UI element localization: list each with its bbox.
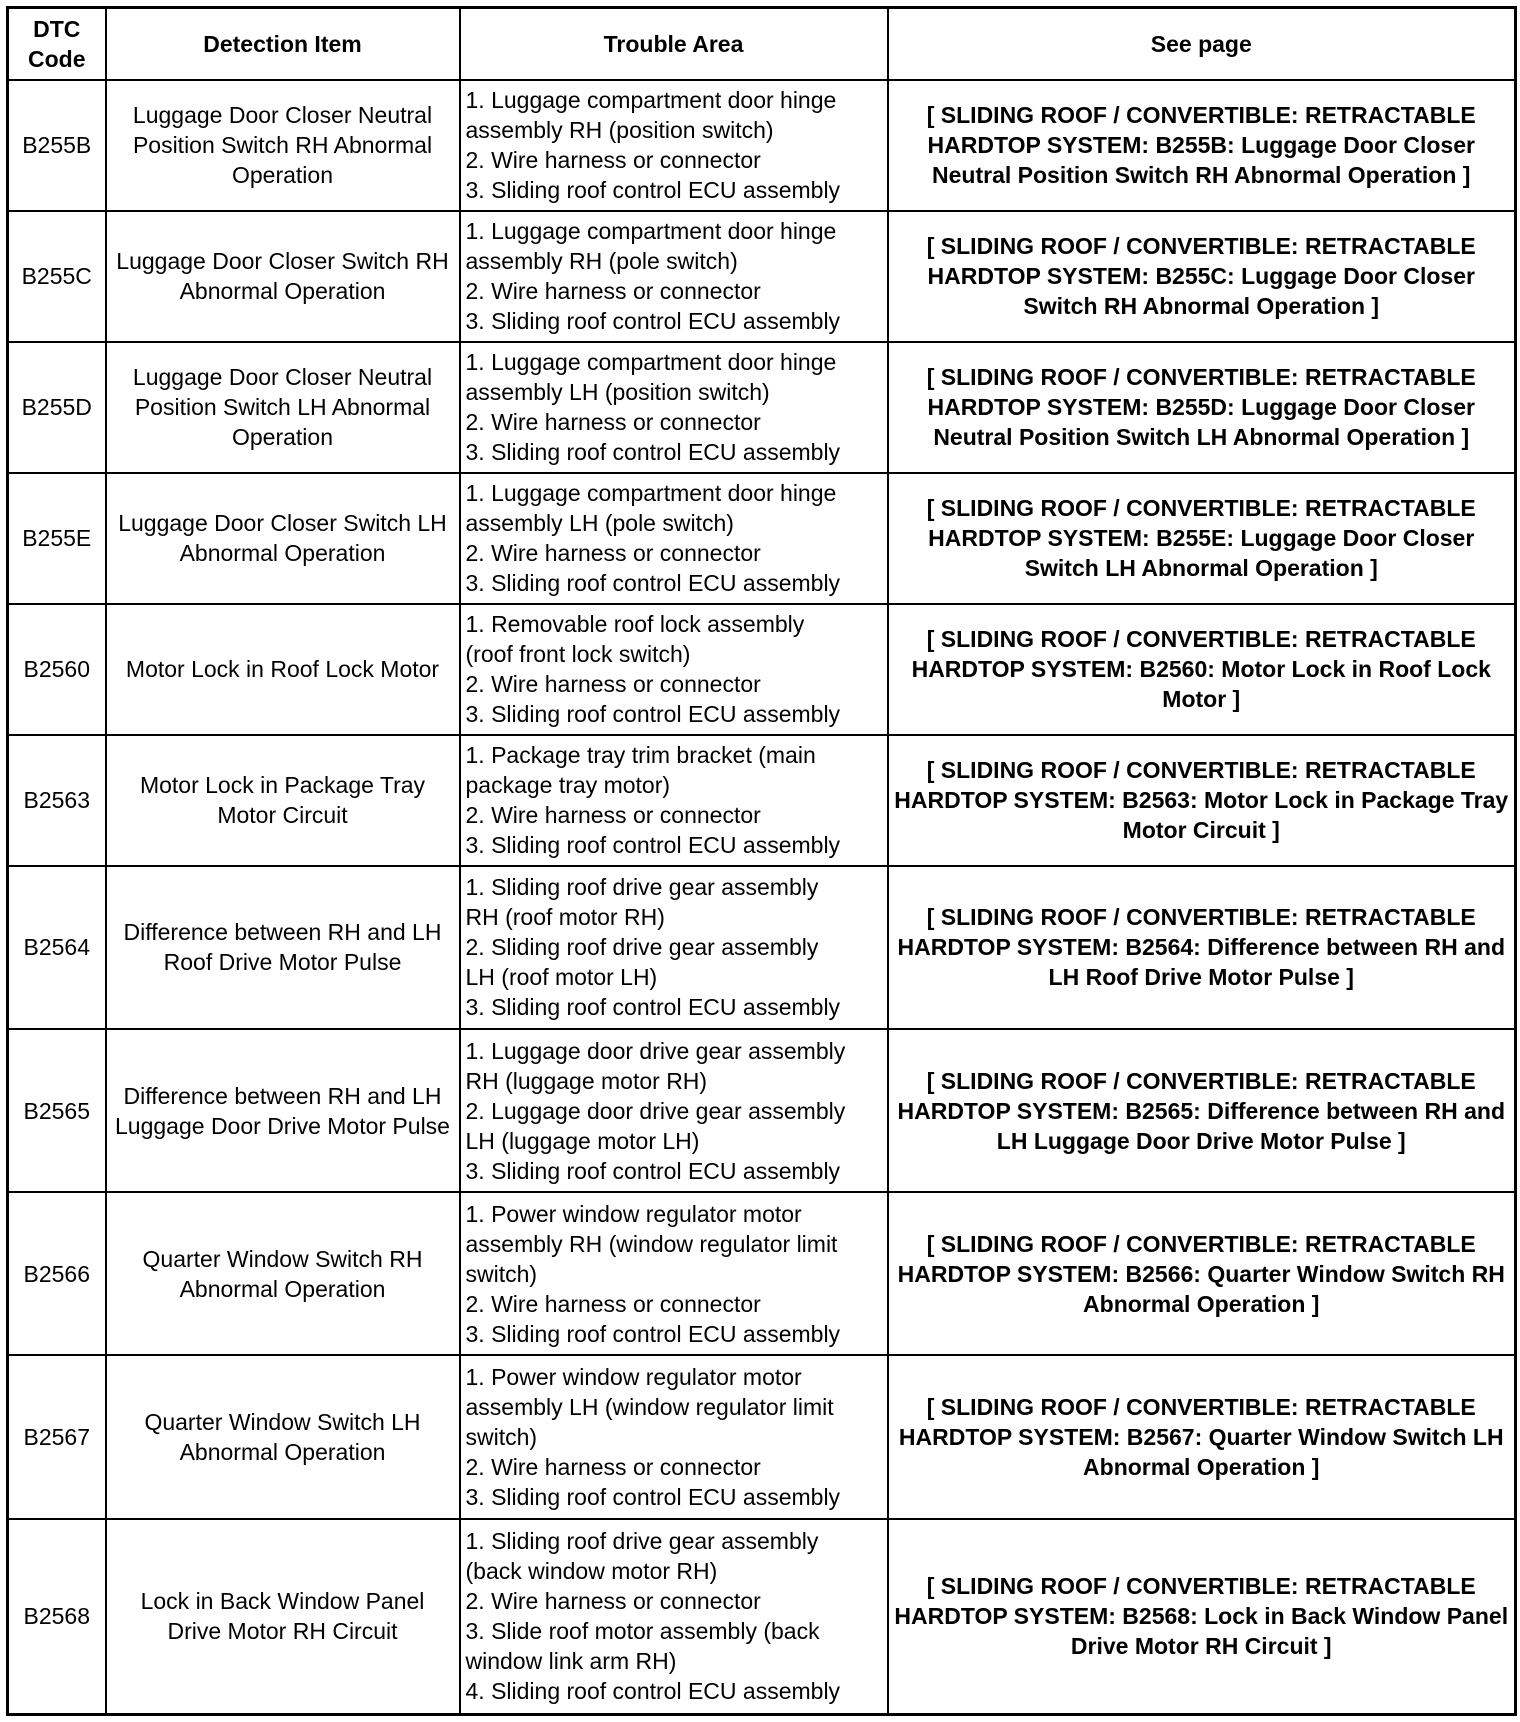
- trouble-area-cell: [460, 1519, 888, 1715]
- header-dtc-code: DTC Code: [8, 8, 106, 81]
- detection-item-cell: Luggage Door Closer Neutral Position Switch LH Abnormal Operation: [106, 342, 460, 473]
- trouble-area-line: 1. Removable roof lock assembly: [465, 611, 805, 638]
- dtc-code-cell: B2566: [8, 1192, 106, 1355]
- detection-item-cell: Motor Lock in Package Tray Motor Circuit: [106, 735, 460, 866]
- detection-item-cell: Luggage Door Closer Switch RH Abnormal Operation: [106, 211, 460, 342]
- trouble-area-line: 3. Sliding roof control ECU assembly: [465, 1157, 841, 1184]
- trouble-area-cell: [460, 211, 888, 342]
- trouble-area-line: assembly LH (pole switch): [465, 510, 734, 537]
- trouble-area-line: 1. Luggage compartment door hinge: [465, 87, 837, 114]
- table-row: [8, 1192, 1516, 1355]
- trouble-area-line: window link arm RH): [465, 1648, 677, 1675]
- trouble-area-line: 3. Sliding roof control ECU assembly: [465, 1320, 841, 1347]
- table-row: [8, 1519, 1516, 1715]
- trouble-area-line: 1. Power window regulator motor: [465, 1200, 802, 1227]
- detection-item-cell: Quarter Window Switch RH Abnormal Operation: [106, 1192, 460, 1355]
- trouble-area-cell: [460, 1192, 888, 1355]
- trouble-area-line: 1. Luggage compartment door hinge: [465, 480, 837, 507]
- trouble-area-line: 2. Wire harness or connector: [465, 409, 761, 436]
- trouble-area-line: 3. Sliding roof control ECU assembly: [465, 570, 841, 597]
- detection-item-cell: Difference between RH and LH Roof Drive Motor Pulse: [106, 866, 460, 1029]
- see-page-link[interactable]: [ SLIDING ROOF / CONVERTIBLE: RETRACTABLE HARDTOP SYSTEM: B2568: Lock in Back Window Panel Drive Motor RH Circuit ]: [888, 1519, 1516, 1715]
- header-detection-item: Detection Item: [106, 8, 460, 81]
- trouble-area-line: 2. Wire harness or connector: [465, 540, 761, 567]
- table-row: [8, 735, 1516, 866]
- trouble-area-line: 3. Sliding roof control ECU assembly: [465, 994, 841, 1021]
- dtc-table: [6, 6, 1517, 1716]
- table-row: [8, 1355, 1516, 1518]
- see-page-link[interactable]: [ SLIDING ROOF / CONVERTIBLE: RETRACTABLE HARDTOP SYSTEM: B255E: Luggage Door Closer Switch LH Abnormal Operation ]: [888, 473, 1516, 604]
- trouble-area-line: 3. Sliding roof control ECU assembly: [465, 832, 841, 859]
- trouble-area-line: switch): [465, 1423, 538, 1450]
- trouble-area-line: 2. Sliding roof drive gear assembly: [465, 934, 819, 961]
- see-page-link[interactable]: [ SLIDING ROOF / CONVERTIBLE: RETRACTABLE HARDTOP SYSTEM: B255B: Luggage Door Closer Neutral Position Switch RH Abnormal Operation ]: [888, 80, 1516, 211]
- trouble-area-line: assembly LH (position switch): [465, 379, 770, 406]
- trouble-area-line: 3. Sliding roof control ECU assembly: [465, 701, 841, 728]
- trouble-area-line: 1. Power window regulator motor: [465, 1363, 802, 1390]
- table-row: [8, 80, 1516, 211]
- trouble-area-line: assembly RH (pole switch): [465, 248, 738, 275]
- trouble-area-line: 3. Slide roof motor assembly (back: [465, 1618, 820, 1645]
- see-page-link[interactable]: [ SLIDING ROOF / CONVERTIBLE: RETRACTABLE HARDTOP SYSTEM: B2565: Difference between RH and LH Luggage Door Drive Motor Pulse ]: [888, 1029, 1516, 1192]
- trouble-area-cell: [460, 80, 888, 211]
- header-trouble-area: Trouble Area: [460, 8, 888, 81]
- dtc-code-cell: B2560: [8, 604, 106, 735]
- detection-item-cell: Quarter Window Switch LH Abnormal Operation: [106, 1355, 460, 1518]
- trouble-area-line: 1. Package tray trim bracket (main: [465, 742, 816, 769]
- table-row: [8, 866, 1516, 1029]
- trouble-area-line: package tray motor): [465, 772, 671, 799]
- table-row: [8, 604, 1516, 735]
- trouble-area-line: 1. Luggage compartment door hinge: [465, 349, 837, 376]
- table-header-row: [8, 8, 1516, 81]
- trouble-area-line: LH (luggage motor LH): [465, 1127, 700, 1154]
- table-body: [8, 80, 1516, 1715]
- trouble-area-line: 4. Sliding roof control ECU assembly: [465, 1678, 841, 1705]
- trouble-area-cell: [460, 604, 888, 735]
- trouble-area-cell: [460, 342, 888, 473]
- trouble-area-line: 2. Wire harness or connector: [465, 278, 761, 305]
- header-see-page: See page: [888, 8, 1516, 81]
- trouble-area-cell: [460, 866, 888, 1029]
- detection-item-cell: Luggage Door Closer Switch LH Abnormal Operation: [106, 473, 460, 604]
- detection-item-cell: Lock in Back Window Panel Drive Motor RH Circuit: [106, 1519, 460, 1715]
- see-page-link[interactable]: [ SLIDING ROOF / CONVERTIBLE: RETRACTABLE HARDTOP SYSTEM: B2567: Quarter Window Switch LH Abnormal Operation ]: [888, 1355, 1516, 1518]
- trouble-area-line: 2. Luggage door drive gear assembly: [465, 1097, 846, 1124]
- trouble-area-line: RH (roof motor RH): [465, 904, 665, 931]
- dtc-code-cell: B255C: [8, 211, 106, 342]
- trouble-area-line: 2. Wire harness or connector: [465, 1290, 761, 1317]
- trouble-area-line: (roof front lock switch): [465, 641, 691, 668]
- trouble-area-line: assembly RH (window regulator limit: [465, 1230, 838, 1257]
- dtc-code-cell: B2567: [8, 1355, 106, 1518]
- see-page-link[interactable]: [ SLIDING ROOF / CONVERTIBLE: RETRACTABLE HARDTOP SYSTEM: B2564: Difference between RH and LH Roof Drive Motor Pulse ]: [888, 866, 1516, 1029]
- see-page-link[interactable]: [ SLIDING ROOF / CONVERTIBLE: RETRACTABLE HARDTOP SYSTEM: B2560: Motor Lock in Roof Lock Motor ]: [888, 604, 1516, 735]
- dtc-code-cell: B2565: [8, 1029, 106, 1192]
- trouble-area-line: assembly RH (position switch): [465, 117, 774, 144]
- trouble-area-line: 2. Wire harness or connector: [465, 802, 761, 829]
- see-page-link[interactable]: [ SLIDING ROOF / CONVERTIBLE: RETRACTABLE HARDTOP SYSTEM: B2563: Motor Lock in Package Tray Motor Circuit ]: [888, 735, 1516, 866]
- trouble-area-line: 1. Sliding roof drive gear assembly: [465, 874, 819, 901]
- dtc-code-cell: B2568: [8, 1519, 106, 1715]
- trouble-area-cell: [460, 1355, 888, 1518]
- trouble-area-line: 2. Wire harness or connector: [465, 1453, 761, 1480]
- table-row: [8, 342, 1516, 473]
- trouble-area-line: 1. Luggage door drive gear assembly: [465, 1037, 846, 1064]
- dtc-code-cell: B255B: [8, 80, 106, 211]
- trouble-area-line: 2. Wire harness or connector: [465, 147, 761, 174]
- see-page-link[interactable]: [ SLIDING ROOF / CONVERTIBLE: RETRACTABLE HARDTOP SYSTEM: B255C: Luggage Door Closer Switch RH Abnormal Operation ]: [888, 211, 1516, 342]
- trouble-area-line: 1. Luggage compartment door hinge: [465, 218, 837, 245]
- see-page-link[interactable]: [ SLIDING ROOF / CONVERTIBLE: RETRACTABLE HARDTOP SYSTEM: B255D: Luggage Door Closer Neutral Position Switch LH Abnormal Operation ]: [888, 342, 1516, 473]
- dtc-code-cell: B2563: [8, 735, 106, 866]
- dtc-code-cell: B255D: [8, 342, 106, 473]
- trouble-area-line: RH (luggage motor RH): [465, 1067, 708, 1094]
- trouble-area-line: (back window motor RH): [465, 1558, 718, 1585]
- detection-item-cell: Motor Lock in Roof Lock Motor: [106, 604, 460, 735]
- dtc-code-cell: B255E: [8, 473, 106, 604]
- detection-item-cell: Luggage Door Closer Neutral Position Switch RH Abnormal Operation: [106, 80, 460, 211]
- trouble-area-line: 2. Wire harness or connector: [465, 671, 761, 698]
- trouble-area-cell: [460, 735, 888, 866]
- table-row: [8, 211, 1516, 342]
- trouble-area-cell: [460, 1029, 888, 1192]
- dtc-code-cell: B2564: [8, 866, 106, 1029]
- trouble-area-line: 3. Sliding roof control ECU assembly: [465, 439, 841, 466]
- trouble-area-line: 3. Sliding roof control ECU assembly: [465, 177, 841, 204]
- table-row: [8, 1029, 1516, 1192]
- trouble-area-line: 3. Sliding roof control ECU assembly: [465, 308, 841, 335]
- see-page-link[interactable]: [ SLIDING ROOF / CONVERTIBLE: RETRACTABLE HARDTOP SYSTEM: B2566: Quarter Window Switch RH Abnormal Operation ]: [888, 1192, 1516, 1355]
- trouble-area-cell: [460, 473, 888, 604]
- table-row: [8, 473, 1516, 604]
- trouble-area-line: switch): [465, 1260, 538, 1287]
- trouble-area-line: 1. Sliding roof drive gear assembly: [465, 1528, 819, 1555]
- detection-item-cell: Difference between RH and LH Luggage Door Drive Motor Pulse: [106, 1029, 460, 1192]
- trouble-area-line: assembly LH (window regulator limit: [465, 1393, 834, 1420]
- trouble-area-line: 2. Wire harness or connector: [465, 1588, 761, 1615]
- trouble-area-line: 3. Sliding roof control ECU assembly: [465, 1483, 841, 1510]
- trouble-area-line: LH (roof motor LH): [465, 964, 658, 991]
